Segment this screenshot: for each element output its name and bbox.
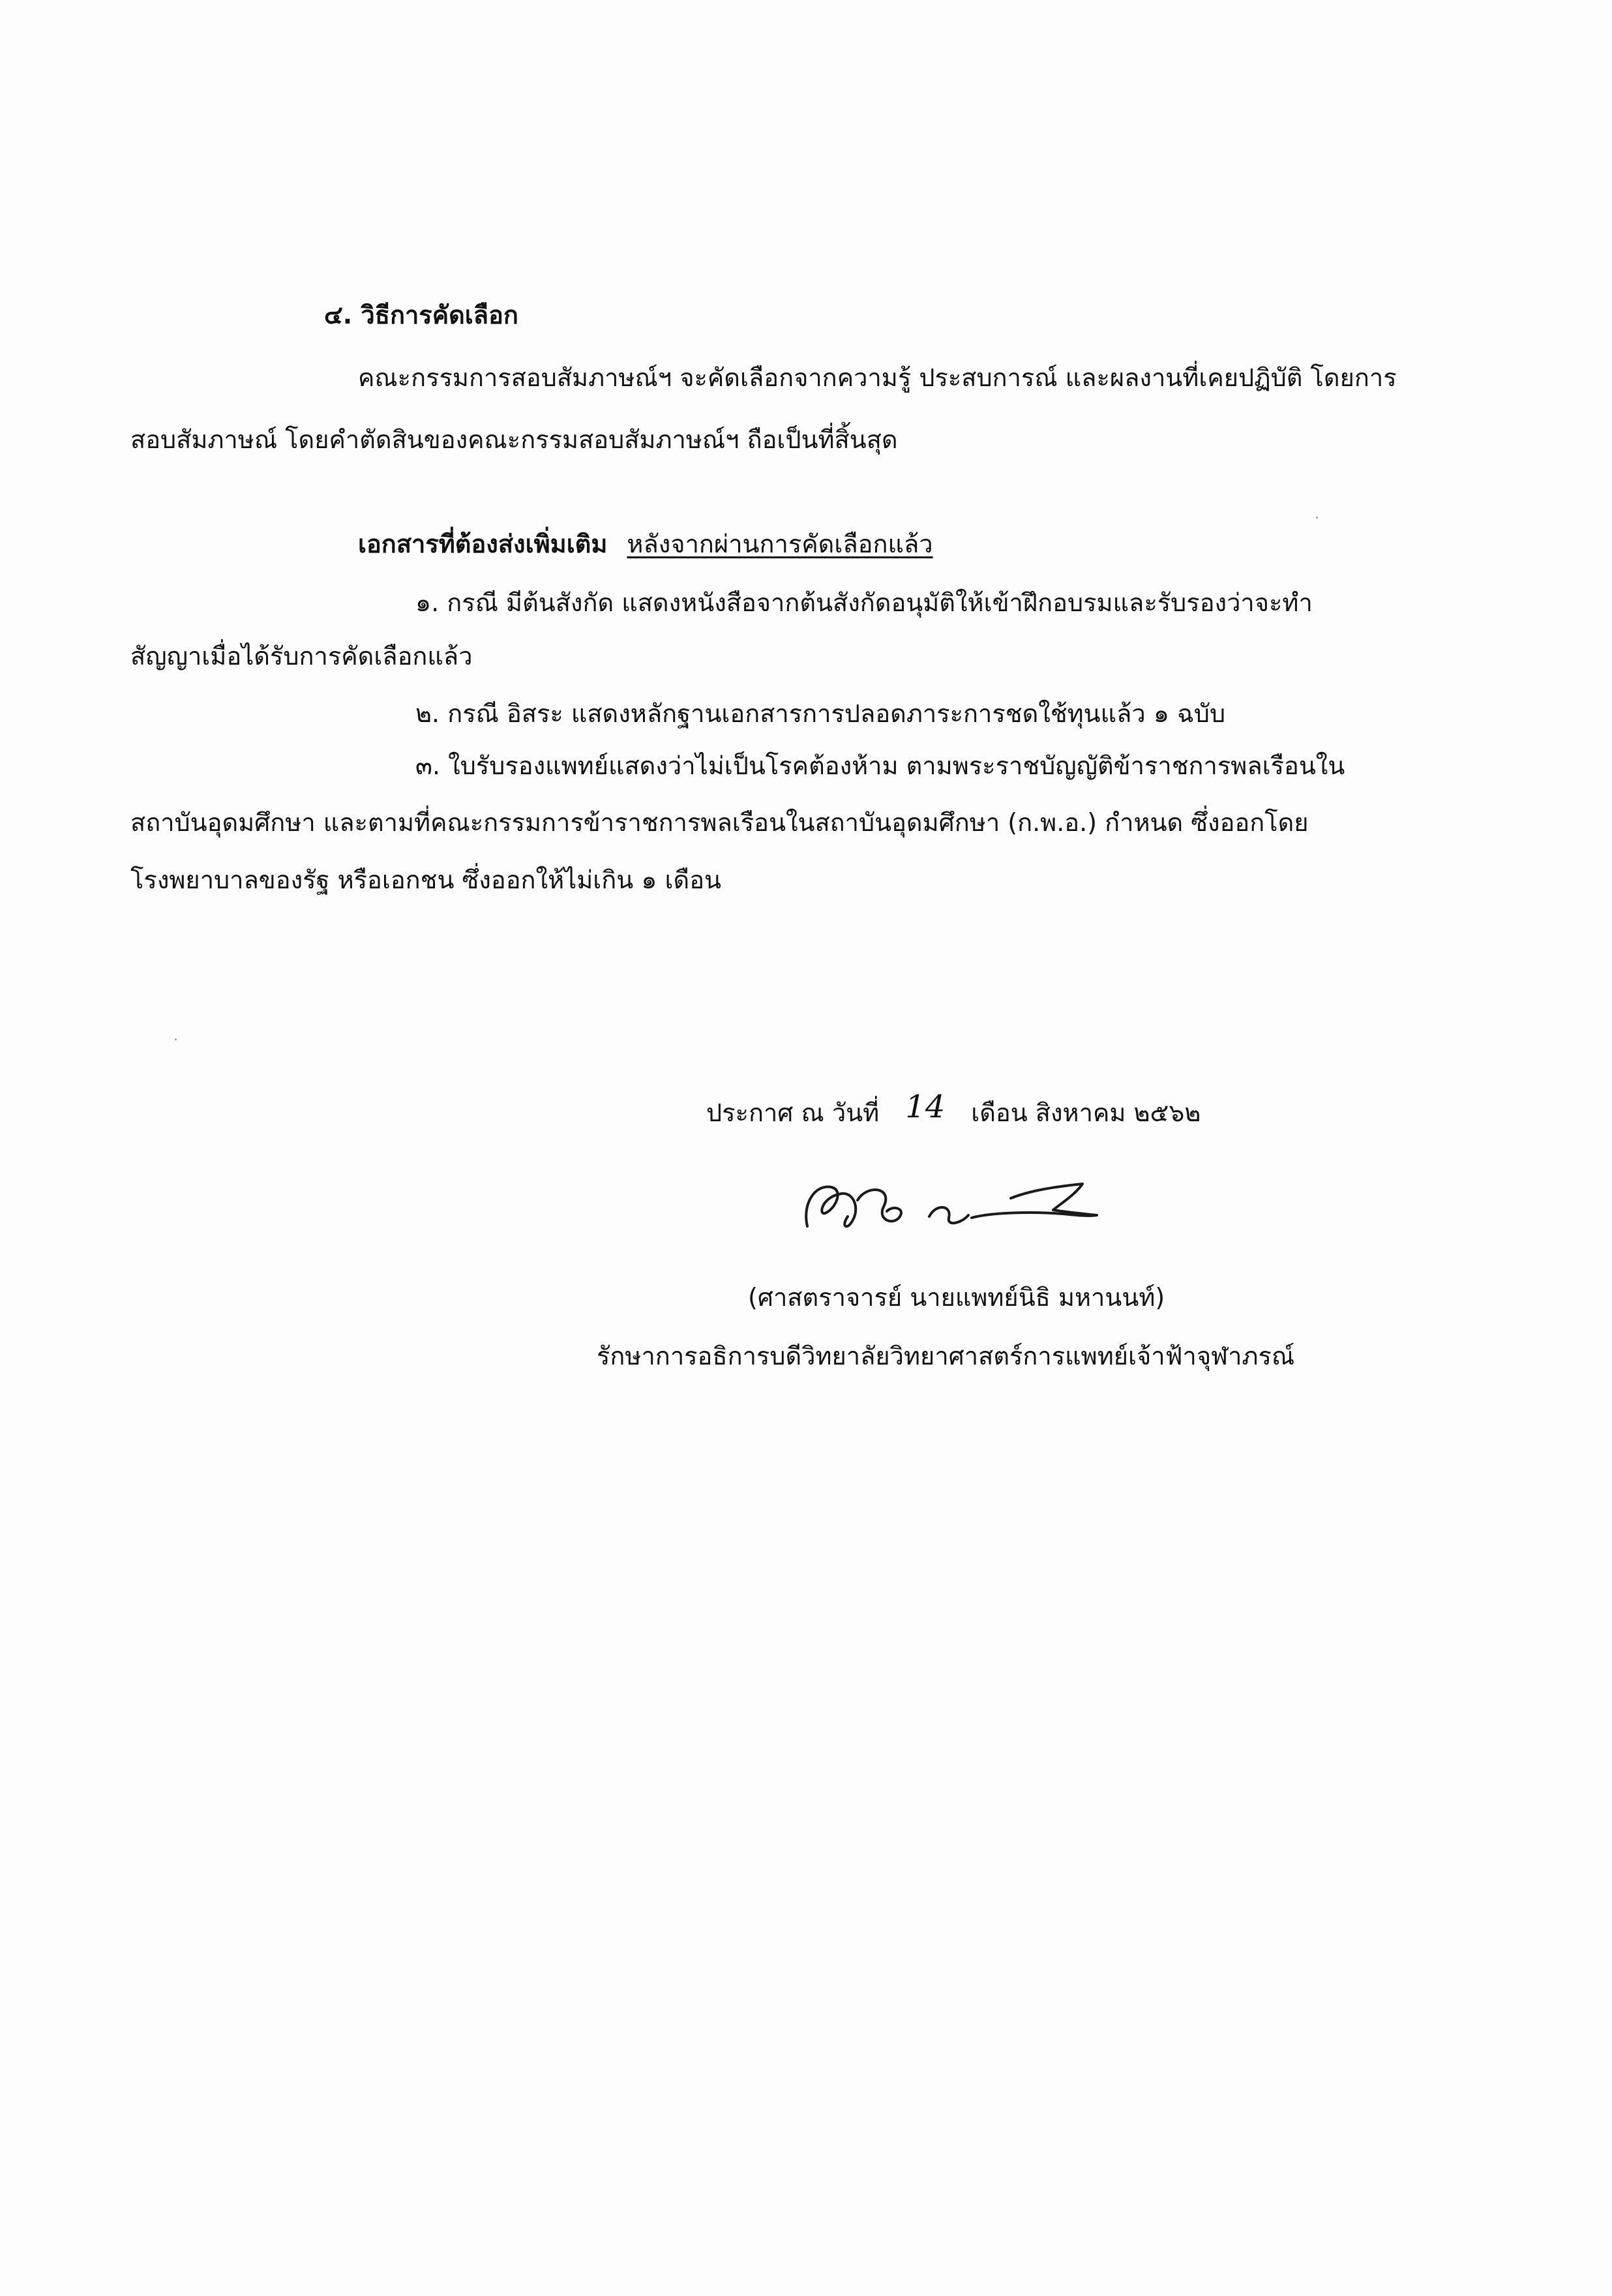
- document-item-2: ๒. กรณี อิสระ แสดงหลักฐานเอกสารการปลอดภาระการชดใช้ทุนแล้ว ๑ ฉบับ: [415, 699, 1226, 728]
- document-item-1-line-2: สัญญาเมื่อได้รับการคัดเลือกแล้ว: [130, 642, 473, 671]
- document-item-3-line-2: สถาบันอุดมศึกษา และตามที่คณะกรรมการข้าราชการพลเรือนในสถาบันอุดมศึกษา (ก.พ.อ.) กำหนด ซึ่งออกโดย: [130, 808, 1309, 837]
- additional-documents-heading: เอกสารที่ต้องส่งเพิ่มเติม: [358, 530, 608, 558]
- announcement-date-suffix: เดือน สิงหาคม ๒๕๖๒: [971, 1098, 1201, 1127]
- selection-method-paragraph-line-2: สอบสัมภาษณ์ โดยคำตัดสินของคณะกรรมสอบสัมภาษณ์ฯ ถือเป็นที่สิ้นสุด: [130, 425, 898, 454]
- document-item-3-line-3: โรงพยาบาลของรัฐ หรือเอกชน ซึ่งออกให้ไม่เกิน ๑ เดือน: [130, 866, 722, 894]
- additional-documents-subheading: หลังจากผ่านการคัดเลือกแล้ว: [627, 530, 933, 558]
- section-heading-selection-method: ๔. วิธีการคัดเลือก: [324, 301, 518, 329]
- handwritten-signature: [796, 1164, 1102, 1243]
- signatory-position: รักษาการอธิการบดีวิทยาลัยวิทยาศาสตร์การแพทย์เจ้าฟ้าจุฬาภรณ์: [597, 1342, 1295, 1370]
- document-item-3-line-1: ๓. ใบรับรองแพทย์แสดงว่าไม่เป็นโรคต้องห้าม ตามพระราชบัญญัติข้าราชการพลเรือนใน: [415, 751, 1345, 780]
- selection-method-paragraph-line-1: คณะกรรมการสอบสัมภาษณ์ฯ จะคัดเลือกจากความรู้ ประสบการณ์ และผลงานที่เคยปฏิบัติ โดยการ: [358, 363, 1397, 392]
- announcement-day-handwritten: 14: [905, 1089, 946, 1125]
- additional-documents-heading-row: [358, 527, 933, 561]
- signatory-name: (ศาสตราจารย์ นายแพทย์นิธิ มหานนท์): [748, 1283, 1165, 1312]
- announcement-date-prefix: ประกาศ ณ วันที่: [706, 1098, 880, 1127]
- announcement-date-row: [706, 1089, 1201, 1130]
- document-item-1-line-1: ๑. กรณี มีต้นสังกัด แสดงหนังสือจากต้นสังกัดอนุมัติให้เข้าฝึกอบรมและรับรองว่าจะทำ: [415, 588, 1313, 617]
